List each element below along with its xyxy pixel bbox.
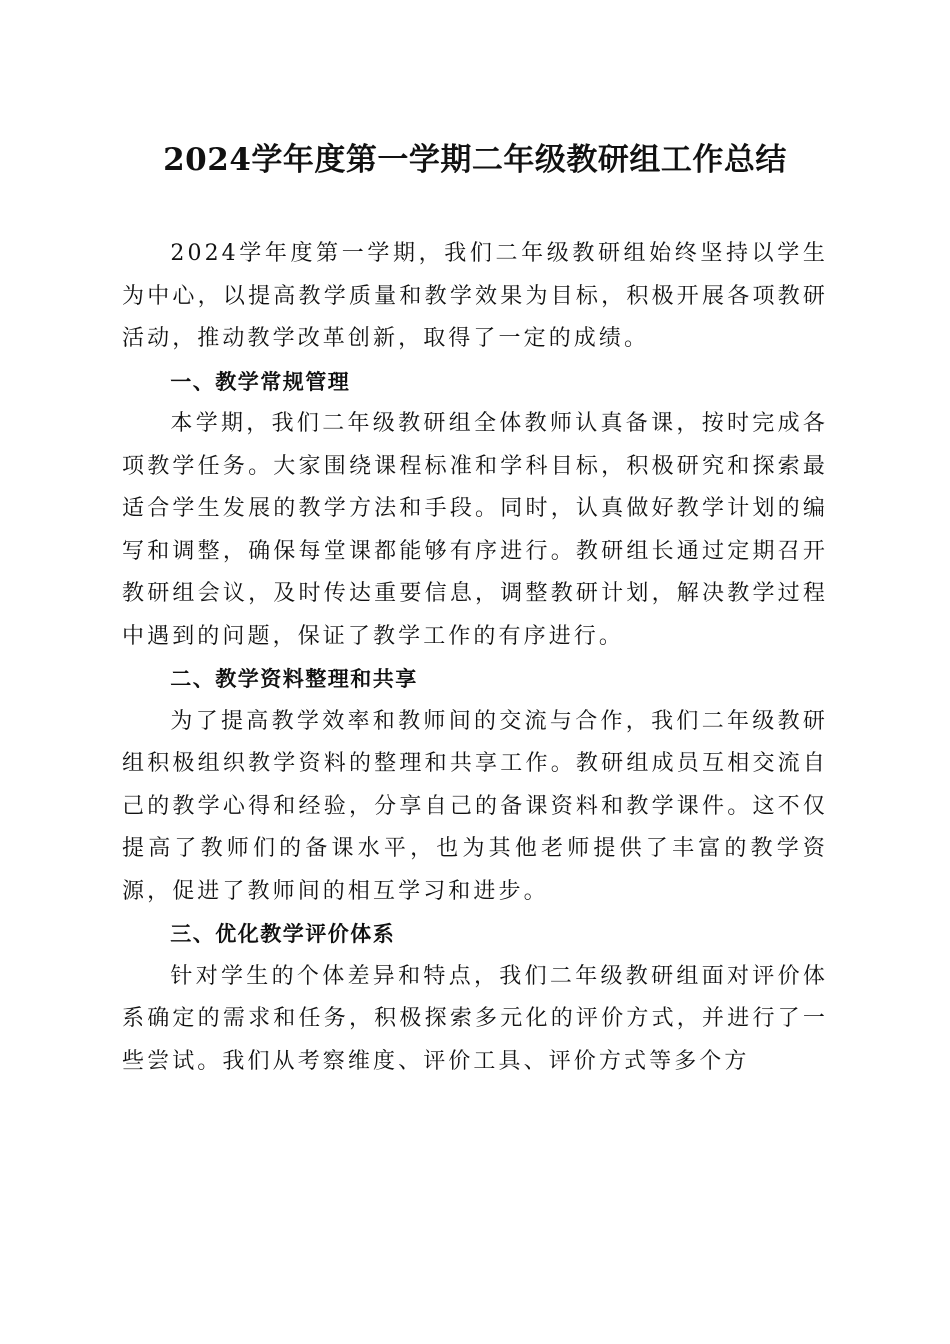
- section-heading-routine-management: 一、教学常规管理: [170, 369, 351, 394]
- document-title: 2024学年度第一学期二年级教研组工作总结: [163, 142, 787, 178]
- document-body: [122, 233, 828, 1083]
- section-paragraph-evaluation-system: 针对学生的个体差异和特点，我们二年级教研组面对评价体系确定的需求和任务，积极探索多元化的评价方式，并进行了一些尝试。我们从考察维度、评价工具、评价方式等多个方: [122, 963, 828, 1074]
- section-heading-evaluation-system: 三、优化教学评价体系: [170, 922, 396, 946]
- section-heading-resource-sharing: 二、教学资料整理和共享: [170, 667, 418, 691]
- section-paragraph-routine-management: 本学期，我们二年级教研组全体教师认真备课，按时完成各项教学任务。大家围绕课程标准和学科目标，积极研究和探索最适合学生发展的教学方法和手段。同时，认真做好教学计划的编写和调整，确保每堂课都能够有序进行。教研组长通过定期召开教研组会议，及时传达重要信息，调整教研计划，解决教学过程中遇到的问题，保证了教学工作的有序进行。: [122, 411, 828, 649]
- section-paragraph-resource-sharing: 为了提高教学效率和教师间的交流与合作，我们二年级教研组积极组织教学资料的整理和共享工作。教研组成员互相交流自己的教学心得和经验，分享自己的备课资料和教学课件。这不仅提高了教师们的备课水平，也为其他老师提供了丰富的教学资源，促进了教师间的相互学习和进步。: [122, 708, 828, 904]
- intro-paragraph: 2024学年度第一学期，我们二年级教研组始终坚持以学生为中心，以提高教学质量和教学效果为目标，积极开展各项教研活动，推动教学改革创新，取得了一定的成绩。: [122, 241, 828, 351]
